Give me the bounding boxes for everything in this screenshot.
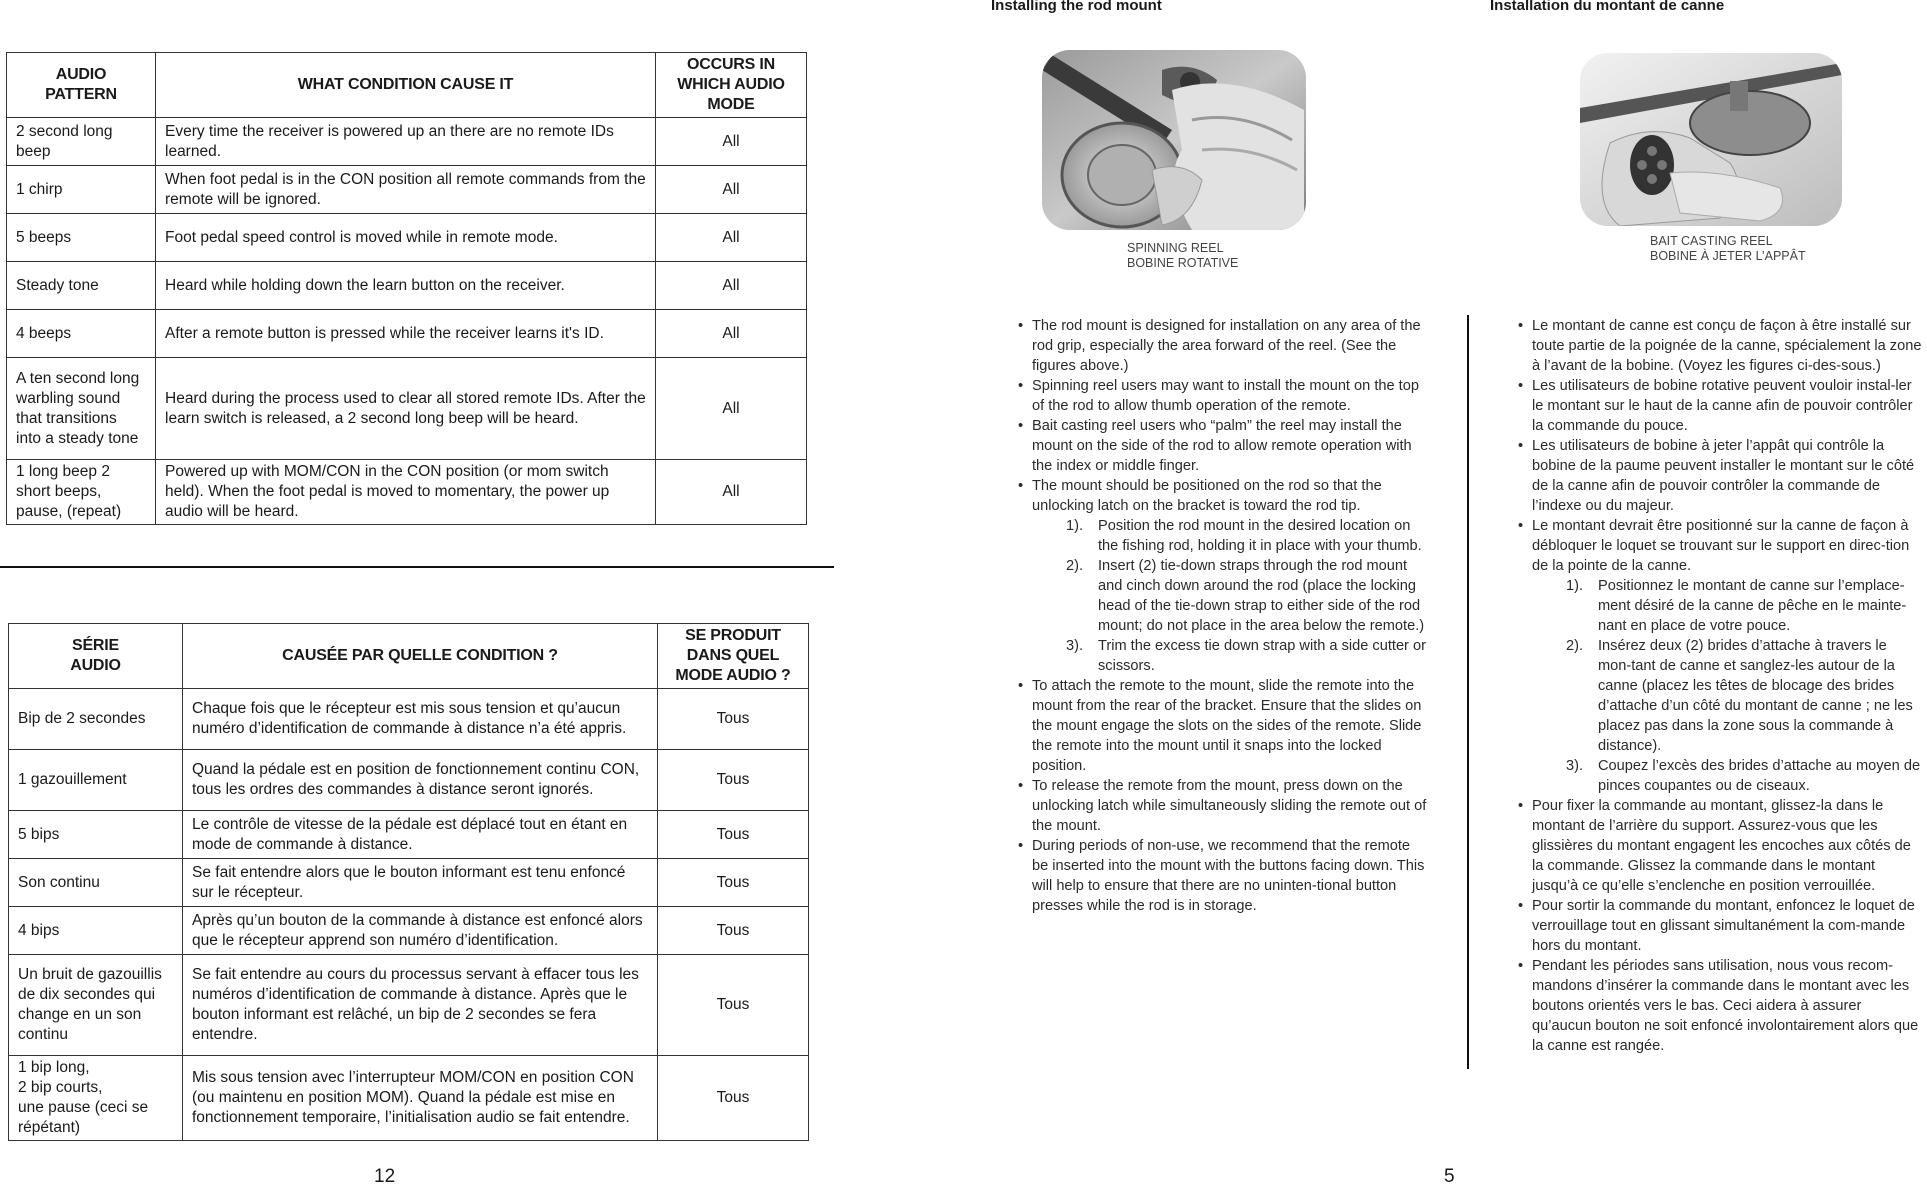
mode-cell: All [656, 166, 807, 214]
table-row [7, 118, 807, 166]
bullet-item: • Le montant de canne est conçu de façon à être installé sur toute partie de la poignée de la canne, spécialement la zone à l’avant de la bobine. (Voyez les figures ci-des-sous.) [1518, 316, 1923, 376]
condition-cell: Every time the receiver is powered up an there are no remote IDs learned. [156, 118, 656, 166]
mode-cell: All [656, 310, 807, 358]
col-header-audio-pattern: AUDIO PATTERN [7, 53, 156, 118]
pattern-cell: 4 bips [9, 907, 183, 955]
english-instructions [1018, 316, 1430, 916]
bullet-item [1518, 516, 1923, 796]
mode-cell: Tous [658, 859, 809, 907]
caption-line-fr: BOBINE À JETER L’APPÂT [1650, 249, 1806, 263]
step-item [1066, 556, 1430, 636]
bullet-item: • Pendant les périodes sans utilisation, nous vous recom-mandons d’insérer la commande dans le montant avec les boutons orientés vers le bas. Ceci aidera à assurer qu’aucun bouton ne soit enfoncé involontairement alors que la canne est rangée. [1518, 956, 1923, 1056]
bait-casting-reel-illustration [1580, 53, 1842, 226]
condition-cell: Se fait entendre alors que le bouton informant est tenu enfoncé sur le récepteur. [183, 859, 658, 907]
condition-cell: Foot pedal speed control is moved while in remote mode. [156, 214, 656, 262]
bullet-item: • Les utilisateurs de bobine à jeter l’appât qui contrôle la bobine de la paume peuvent installer le montant sur le côté de la canne afin de pouvoir contrôler la commande de l’indexe ou du majeur. [1518, 436, 1923, 516]
mode-cell: All [656, 214, 807, 262]
bullet-item: • To release the remote from the mount, press down on the unlocking latch while simultaneously sliding the remote out of the mount. [1018, 776, 1430, 836]
step-number: 1). [1066, 518, 1084, 534]
pattern-cell: 1 long beep 2 short beeps, pause, (repeat) [7, 460, 156, 525]
condition-cell: After a remote button is pressed while the receiver learns it's ID. [156, 310, 656, 358]
col-header-mode: SE PRODUIT DANS QUEL MODE AUDIO ? [658, 624, 809, 689]
bullet-text: Le montant devrait être positionné sur la canne de façon à débloquer le loquet se trouvant sur le support en direc-tion de la pointe de la canne. [1532, 518, 1910, 574]
col-header-mode: OCCURS IN WHICH AUDIO MODE [656, 53, 807, 118]
mode-cell: Tous [658, 955, 809, 1056]
audio-pattern-table-en [6, 52, 807, 525]
bullet-item: • To attach the remote to the mount, slide the remote into the mount from the rear of the bracket. Ensure that the slides on the mount engage the slots on the sides of the remote. Slide the remote into the mount until it snaps into the locked position. [1018, 676, 1430, 776]
bait-casting-reel-photo [1580, 53, 1842, 226]
pattern-cell: 4 beeps [7, 310, 156, 358]
bullet-item: • Pour sortir la commande du montant, enfoncez le loquet de verrouillage tout en glissant simultanément la com-mande hors du montant. [1518, 896, 1923, 956]
mode-cell: Tous [658, 811, 809, 859]
condition-cell: Quand la pédale est en position de fonctionnement continu CON, tous les ordres des commandes à distance seront ignorés. [183, 750, 658, 811]
numbered-steps [1532, 576, 1923, 796]
condition-cell: Mis sous tension avec l’interrupteur MOM/CON en position CON (ou maintenu en position MOM). Quand la pédale est mise en fonctionnement temporaire, l’initialisation audio se fait entendre. [183, 1056, 658, 1141]
step-text: Position the rod mount in the desired location on the fishing rod, holding it in place with your thumb. [1098, 518, 1422, 554]
step-text: Insert (2) tie-down straps through the rod mount and cinch down around the rod (place the locking head of the tie-down strap to either side of the rod mount; do not place in the area below the remote.) [1098, 558, 1425, 634]
mode-cell: Tous [658, 750, 809, 811]
col-header-condition: CAUSÉE PAR QUELLE CONDITION ? [183, 624, 658, 689]
step-item [1566, 756, 1923, 796]
step-item [1566, 636, 1923, 756]
step-text: Insérez deux (2) brides d’attache à travers le mon-tant de canne et sanglez-les autour de la canne (placez les têtes de blocage des brides d’attache d’un côté du montant de canne ; ne les placez pas dans la zone sous la commande à distance). [1598, 638, 1913, 754]
step-text: Positionnez le montant de canne sur l’emplace-ment désiré de la canne de pêche en le mainte-nant en place de votre pouce. [1598, 578, 1907, 634]
col-header-serie-audio: SÉRIE AUDIO [9, 624, 183, 689]
mode-cell: Tous [658, 689, 809, 750]
bullet-item: • Bait casting reel users who “palm” the reel may install the mount on the side of the rod to allow remote operation with the index or middle finger. [1018, 416, 1430, 476]
pattern-cell: A ten second long warbling sound that transitions into a steady tone [7, 358, 156, 460]
pattern-cell: 5 bips [9, 811, 183, 859]
mode-cell: All [656, 118, 807, 166]
table-row [7, 460, 807, 525]
french-instructions [1518, 316, 1923, 1056]
step-number: 3). [1566, 758, 1584, 774]
bullet-item: • Pour fixer la commande au montant, glissez-la dans le montant de l’arrière du support. Assurez-vous que les glissières du montant engagent les encoches aux côtés de la commande. Glissez la commande dans le montant jusqu’à ce qu’elle s’enclenche en position verrouillée. [1518, 796, 1923, 896]
heading-installing-rod-mount: Installing the rod mount [991, 0, 1162, 14]
bullet-item: • The rod mount is designed for installation on any area of the rod grip, especially the area forward of the reel. (See the figures above.) [1018, 316, 1430, 376]
condition-cell: Powered up with MOM/CON in the CON position (or mom switch held). When the foot pedal is moved to momentary, the power up audio will be heard. [156, 460, 656, 525]
bullet-item: • Les utilisateurs de bobine rotative peuvent vouloir instal-ler le montant sur le haut de la canne afin de pouvoir contrôler la commande du pouce. [1518, 376, 1923, 436]
spinning-reel-photo [1042, 50, 1306, 230]
caption-line-en: SPINNING REEL [1127, 241, 1224, 255]
table-row [9, 859, 809, 907]
pattern-cell: Son continu [9, 859, 183, 907]
column-divider [1467, 315, 1469, 1069]
col-header-condition: WHAT CONDITION CAUSE IT [156, 53, 656, 118]
audio-pattern-table-fr [8, 623, 809, 1141]
step-item [1066, 516, 1430, 556]
numbered-steps [1032, 516, 1430, 676]
heading-installation-montant: Installation du montant de canne [1490, 0, 1725, 14]
condition-cell: When foot pedal is in the CON position all remote commands from the remote will be ignored. [156, 166, 656, 214]
pattern-cell: Bip de 2 secondes [9, 689, 183, 750]
table-row [9, 689, 809, 750]
step-item [1066, 636, 1430, 676]
bullet-item [1018, 476, 1430, 676]
page-number-left: 12 [374, 1166, 396, 1187]
caption-line-en: BAIT CASTING REEL [1650, 234, 1773, 248]
spinning-reel-caption [1127, 241, 1238, 271]
table-row [7, 358, 807, 460]
pattern-cell: 5 beeps [7, 214, 156, 262]
table-row [9, 1056, 809, 1141]
pattern-cell: 1 chirp [7, 166, 156, 214]
condition-cell: Se fait entendre au cours du processus servant à effacer tous les numéros d’identification de commande à distance. Après que le bouton informant est relâché, un bip de 2 secondes se fera entendre. [183, 955, 658, 1056]
bullet-item: • Spinning reel users may want to install the mount on the top of the rod to allow thumb operation of the remote. [1018, 376, 1430, 416]
section-divider [0, 566, 834, 568]
step-text: Trim the excess tie down strap with a side cutter or scissors. [1098, 638, 1426, 674]
condition-cell: Après qu’un bouton de la commande à distance est enfoncé alors que le récepteur apprend son numéro d’identification. [183, 907, 658, 955]
bullet-item: • During periods of non-use, we recommend that the remote be inserted into the mount with the buttons facing down. This will help to ensure that there are no uninten-tional button presses while the rod is in storage. [1018, 836, 1430, 916]
pattern-cell: Steady tone [7, 262, 156, 310]
spinning-reel-illustration [1042, 50, 1306, 230]
table-row [9, 907, 809, 955]
step-item [1566, 576, 1923, 636]
pattern-cell: Un bruit de gazouillis de dix secondes qui change en un son continu [9, 955, 183, 1056]
mode-cell: All [656, 460, 807, 525]
table-header-row [9, 624, 809, 689]
page-number-right: 5 [1444, 1166, 1455, 1187]
table-row [7, 310, 807, 358]
table-header-row [7, 53, 807, 118]
step-number: 3). [1066, 638, 1084, 654]
condition-cell: Le contrôle de vitesse de la pédale est déplacé tout en étant en mode de commande à distance. [183, 811, 658, 859]
table-row [7, 262, 807, 310]
mode-cell: All [656, 358, 807, 460]
bait-casting-reel-caption [1650, 234, 1806, 264]
pattern-cell: 1 bip long, 2 bip courts, une pause (ceci se répétant) [9, 1056, 183, 1141]
mode-cell: All [656, 262, 807, 310]
mode-cell: Tous [658, 907, 809, 955]
pattern-cell: 1 gazouillement [9, 750, 183, 811]
pattern-cell: 2 second long beep [7, 118, 156, 166]
condition-cell: Heard while holding down the learn button on the receiver. [156, 262, 656, 310]
step-text: Coupez l’excès des brides d’attache au moyen de pinces coupantes ou de ciseaux. [1598, 758, 1921, 794]
condition-cell: Chaque fois que le récepteur est mis sous tension et qu’aucun numéro d’identification de commande à distance n’a été appris. [183, 689, 658, 750]
step-number: 2). [1066, 558, 1084, 574]
table-row [9, 811, 809, 859]
table-row [7, 214, 807, 262]
table-row [7, 166, 807, 214]
caption-line-fr: BOBINE ROTATIVE [1127, 256, 1239, 270]
table-row [9, 750, 809, 811]
mode-cell: Tous [658, 1056, 809, 1141]
table-row [9, 955, 809, 1056]
step-number: 1). [1566, 578, 1584, 594]
bullet-text: The mount should be positioned on the rod so that the unlocking latch on the bracket is toward the rod tip. [1032, 478, 1382, 514]
step-number: 2). [1566, 638, 1584, 654]
condition-cell: Heard during the process used to clear all stored remote IDs. After the learn switch is released, a 2 second long beep will be heard. [156, 358, 656, 460]
